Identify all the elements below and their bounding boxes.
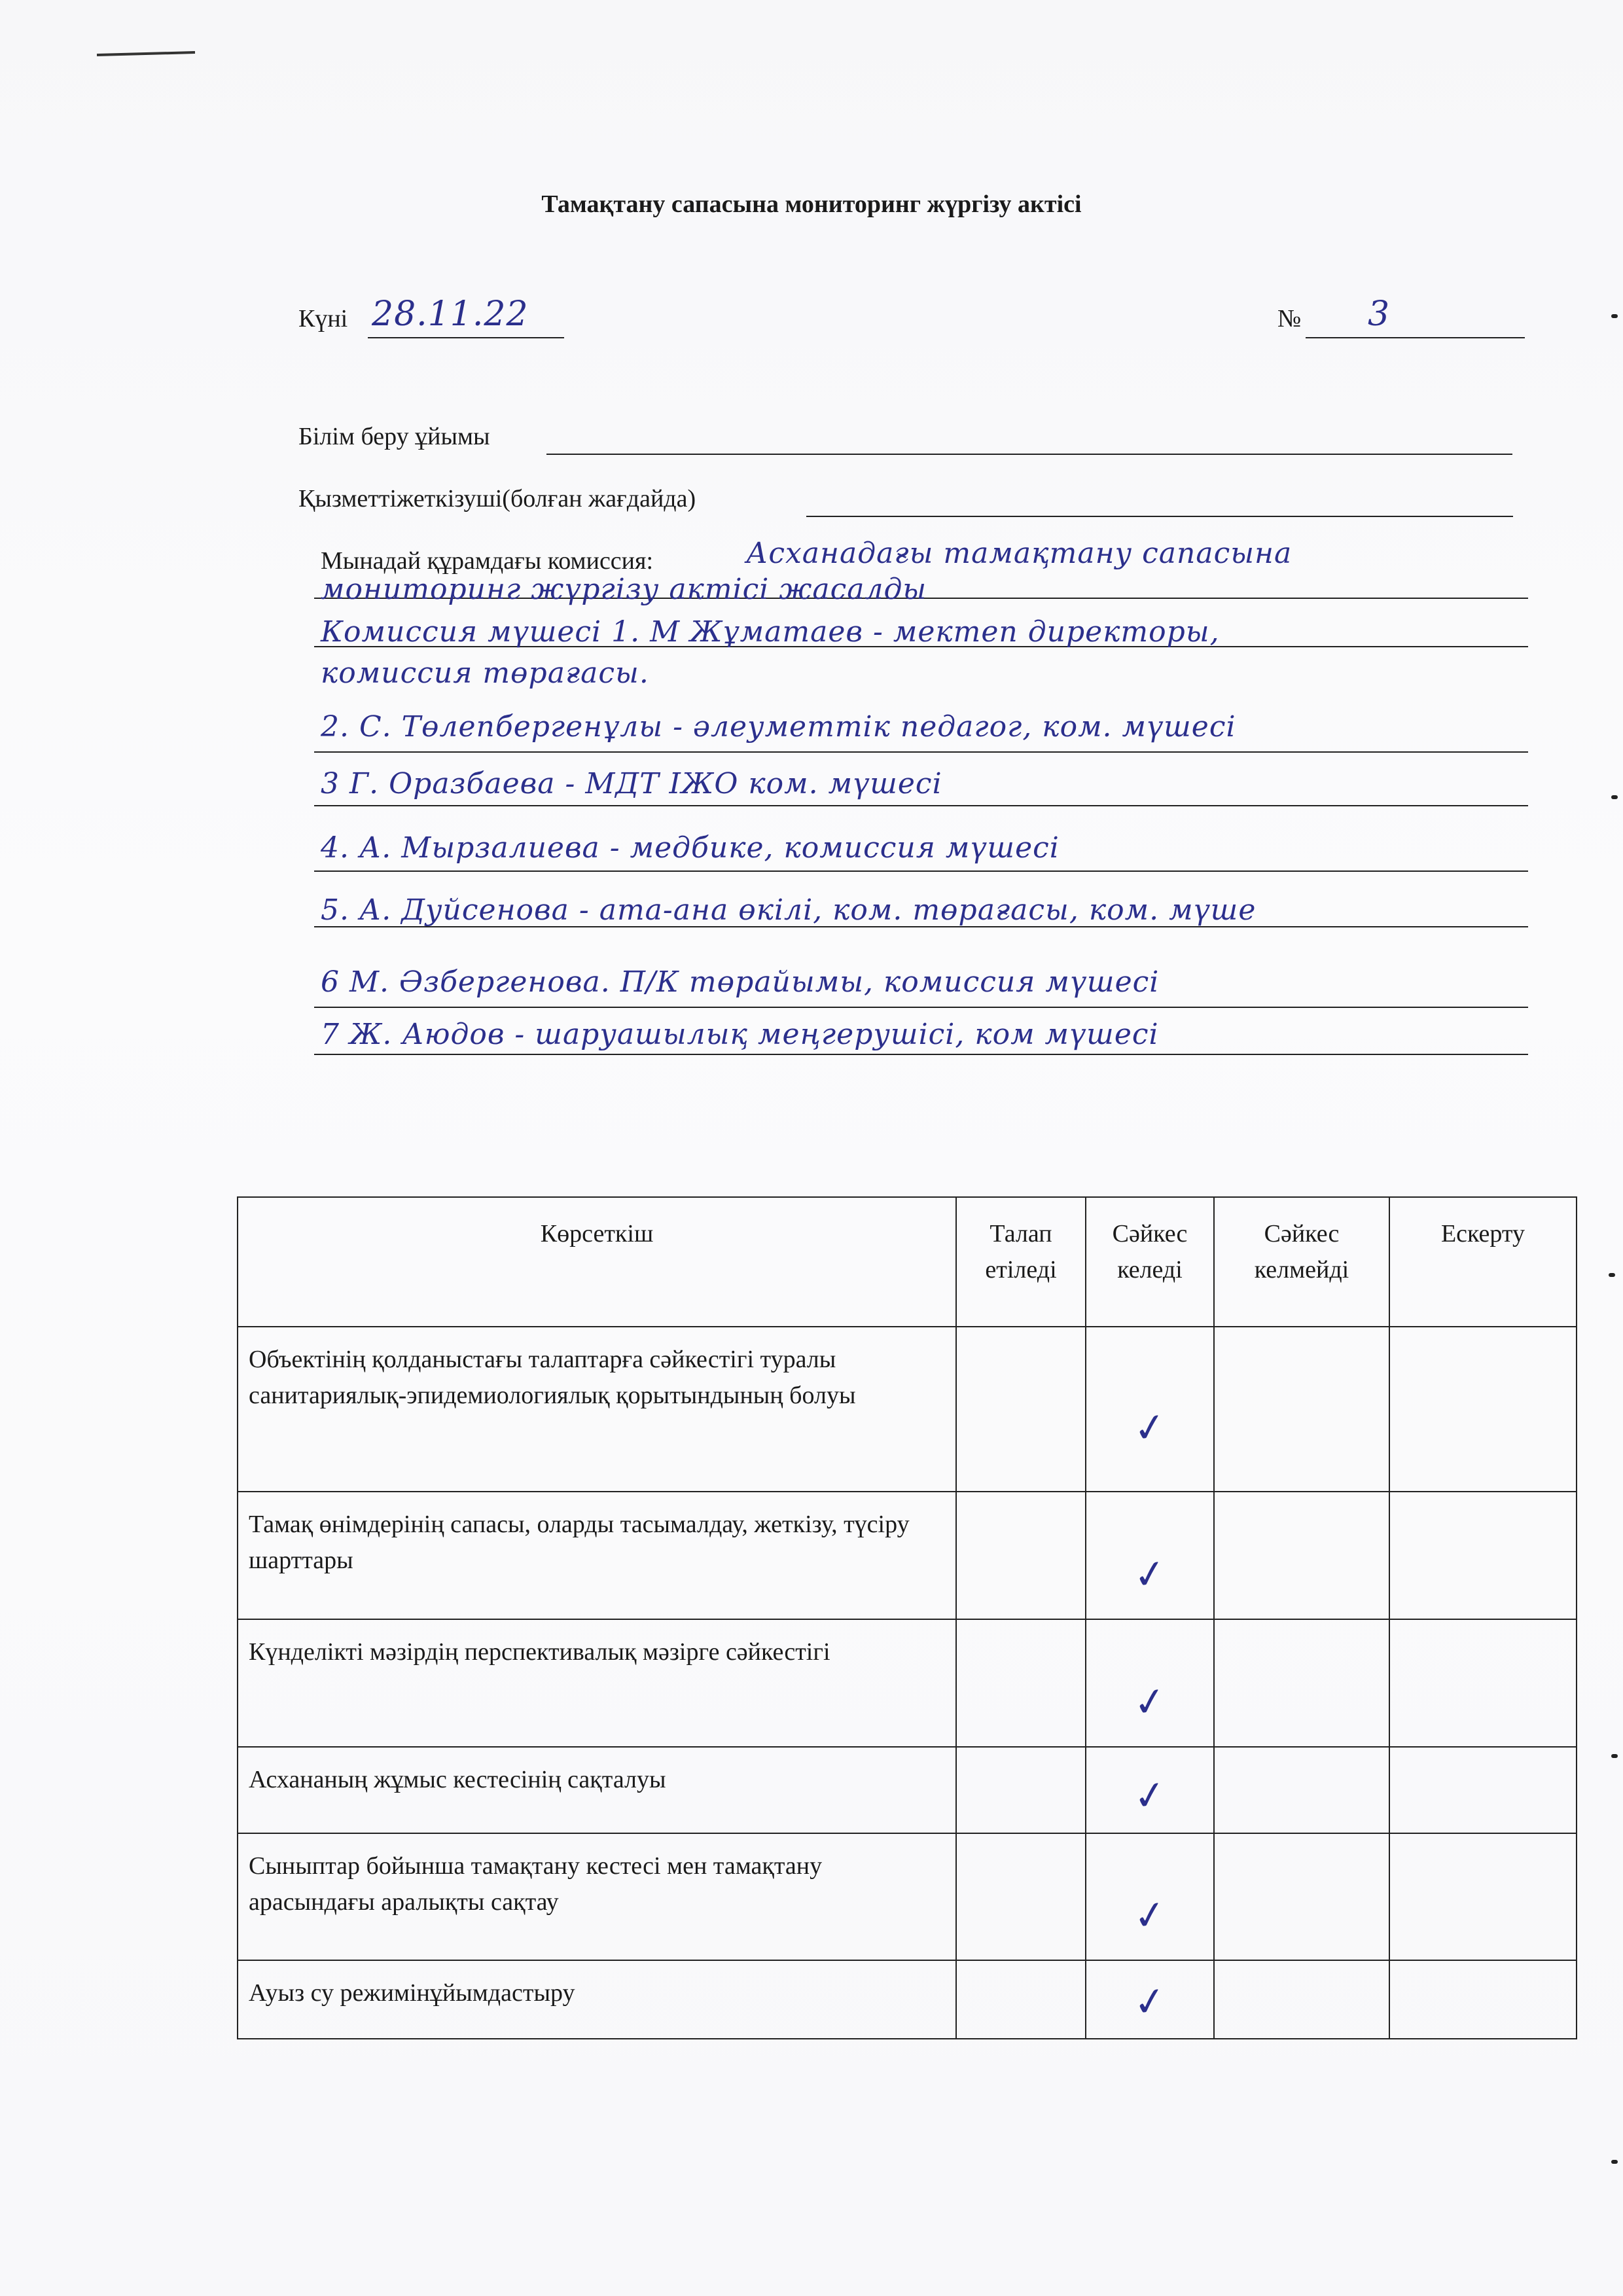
check-mark: ✓ (1130, 1549, 1169, 1600)
noncompliant-cell (1214, 1833, 1389, 1960)
monitoring-table (237, 1196, 1577, 2039)
indicator-cell: Ауыз су режимінұйымдастыру (238, 1960, 956, 2039)
compliant-cell (1086, 1492, 1214, 1619)
check-mark: ✓ (1130, 1770, 1169, 1821)
required-cell (956, 1960, 1086, 2039)
commission-line: 3 Г. Оразбаева - МДТ ІЖО ком. мүшесі (321, 767, 942, 800)
compliant-cell (1086, 1327, 1214, 1492)
commission-line: Асханадағы тамақтану сапасына (746, 537, 1293, 570)
table-row (238, 1619, 1577, 1747)
scan-speck (1611, 795, 1618, 799)
compliant-cell (1086, 1747, 1214, 1833)
commission-line-rule (314, 1054, 1528, 1055)
check-mark: ✓ (1130, 1977, 1169, 2028)
indicator-cell: Сыныптар бойынша тамақтану кестесі мен тамақтану арасындағы аралықты сақтау (238, 1833, 956, 1960)
noncompliant-cell (1214, 1619, 1389, 1747)
commission-line: мониторинг жүргізу актісі жасалды (321, 573, 927, 606)
indicator-cell: Күнделікті мәзірдің перспективалық мәзірге сәйкестігі (238, 1619, 956, 1747)
note-cell (1389, 1619, 1577, 1747)
commission-line-rule (314, 1007, 1528, 1008)
check-mark: ✓ (1130, 1677, 1169, 1727)
header-required: Талап етіледі (956, 1197, 1086, 1327)
date-label: Күні (298, 305, 348, 332)
required-cell (956, 1833, 1086, 1960)
commission-line-rule (314, 870, 1528, 872)
number-label: № (1277, 305, 1302, 332)
check-mark: ✓ (1130, 1890, 1169, 1941)
supplier-label: Қызметтіжеткізуші(болған жағдайда) (298, 485, 696, 512)
indicator-cell: Объектінің қолданыстағы талаптарға сәйкестігі туралы санитариялық-эпидемиологиялық қорытындының болуы (238, 1327, 956, 1492)
commission-line: 6 М. Әзбергенова. П/К төрайымы, комиссия мүшесі (321, 965, 1160, 999)
scan-speck (1609, 1273, 1615, 1277)
commission-line: Комиссия мүшесі 1. М Жұматаев - мектеп директоры, (321, 615, 1220, 649)
number-underline (1306, 337, 1525, 338)
table-row (238, 1747, 1577, 1833)
table-row (238, 1327, 1577, 1492)
required-cell (956, 1492, 1086, 1619)
commission-line: 5. А. Дуйсенова - ата-ана өкілі, ком. төрағасы, ком. мүше (321, 893, 1257, 927)
table-row (238, 1960, 1577, 2039)
noncompliant-cell (1214, 1960, 1389, 2039)
compliant-cell (1086, 1833, 1214, 1960)
table-header-row (238, 1197, 1577, 1327)
document-title: Тамақтану сапасына мониторинг жүргізу актісі (541, 190, 1082, 218)
commission-line-rule (314, 751, 1528, 753)
note-cell (1389, 1747, 1577, 1833)
header-note: Ескерту (1389, 1197, 1577, 1327)
organization-underline (546, 454, 1512, 455)
note-cell (1389, 1960, 1577, 2039)
indicator-cell: Тамақ өнімдерінің сапасы, оларды тасымалдау, жеткізу, түсіру шарттары (238, 1492, 956, 1619)
commission-line-rule (314, 805, 1528, 806)
corner-dash (97, 51, 195, 56)
note-cell (1389, 1492, 1577, 1619)
header-noncompliant: Сәйкес келмейді (1214, 1197, 1389, 1327)
required-cell (956, 1747, 1086, 1833)
note-cell (1389, 1833, 1577, 1960)
header-compliant: Сәйкес келеді (1086, 1197, 1214, 1327)
commission-label: Мынадай құрамдағы комиссия: (321, 547, 654, 575)
table-row (238, 1833, 1577, 1960)
indicator-cell: Асхананың жұмыс кестесінің сақталуы (238, 1747, 956, 1833)
required-cell (956, 1327, 1086, 1492)
commission-line: комиссия төрағасы. (321, 656, 649, 690)
check-mark: ✓ (1130, 1403, 1169, 1454)
supplier-underline (806, 516, 1513, 517)
noncompliant-cell (1214, 1327, 1389, 1492)
required-cell (956, 1619, 1086, 1747)
number-value: 3 (1368, 295, 1391, 334)
noncompliant-cell (1214, 1492, 1389, 1619)
table-row (238, 1492, 1577, 1619)
commission-line: 2. С. Төлепбергенұлы - әлеуметтік педагог, ком. мүшесі (321, 710, 1236, 744)
organization-label: Білім беру ұйымы (298, 423, 490, 450)
compliant-cell (1086, 1960, 1214, 2039)
commission-line: 7 Ж. Аюдов - шаруашылық меңгерушісі, ком мүшесі (321, 1018, 1159, 1051)
noncompliant-cell (1214, 1747, 1389, 1833)
scan-speck (1611, 1754, 1618, 1758)
header-indicator: Көрсеткіш (238, 1197, 956, 1327)
commission-line: 4. А. Мырзалиева - медбике, комиссия мүшесі (321, 831, 1060, 865)
date-value: 28.11.22 (372, 295, 529, 334)
scan-speck (1611, 314, 1618, 318)
note-cell (1389, 1327, 1577, 1492)
date-underline (368, 337, 564, 338)
scan-speck (1611, 2160, 1618, 2164)
compliant-cell (1086, 1619, 1214, 1747)
